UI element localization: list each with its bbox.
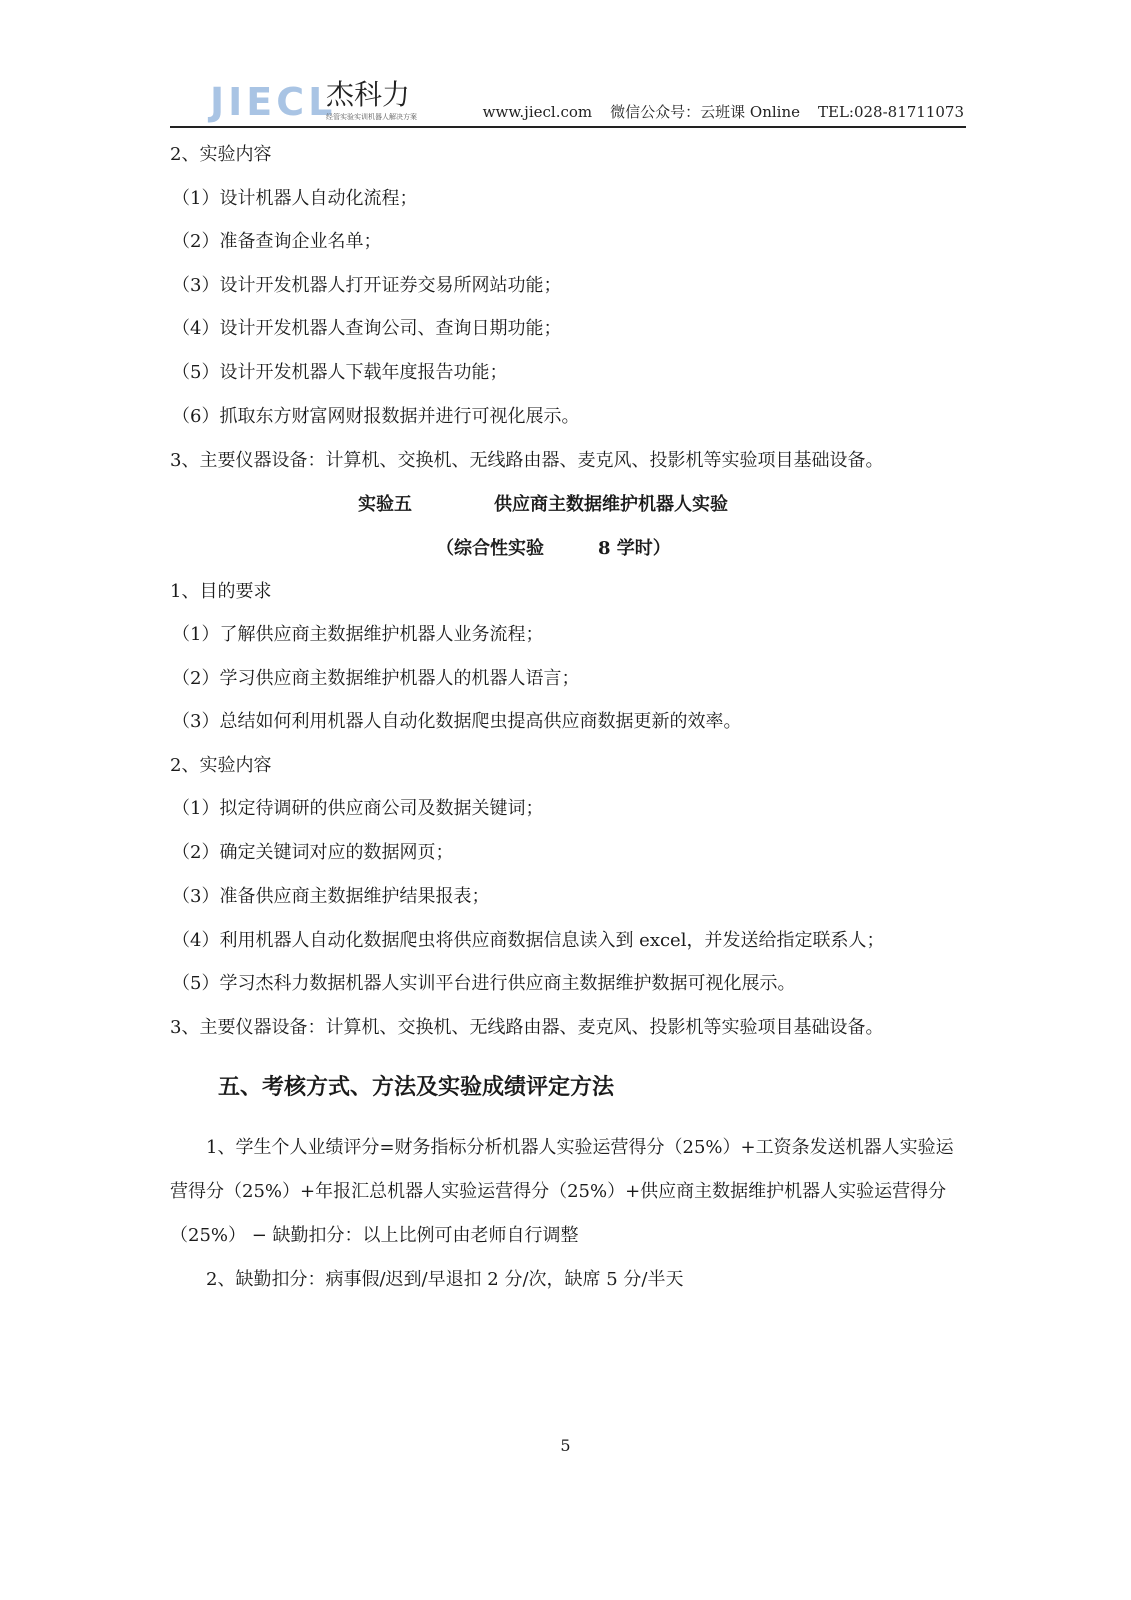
equipment-line: 3、主要仪器设备：计算机、交换机、无线路由器、麦克风、投影机等实验项目基础设备。	[170, 1017, 884, 1038]
list-item: （2）学习供应商主数据维护机器人的机器人语言；	[172, 668, 580, 689]
experiment-number: 实验五	[358, 494, 412, 515]
list-item: （5）设计开发机器人下载年度报告功能；	[172, 362, 508, 383]
list-item: （3）设计开发机器人打开证券交易所网站功能；	[172, 275, 562, 296]
list-item: （1）拟定待调研的供应商公司及数据关键词；	[172, 798, 544, 819]
list-item: （3）准备供应商主数据维护结果报表；	[172, 886, 490, 907]
list-item: （1）设计机器人自动化流程；	[172, 188, 418, 209]
list-item: （6）抓取东方财富网财报数据并进行可视化展示。	[172, 406, 580, 427]
content-heading: 2、实验内容	[170, 144, 272, 165]
list-item: （2）确定关键词对应的数据网页；	[172, 842, 454, 863]
logo-tagline: 经管实验实训机器人解决方案	[326, 113, 417, 121]
website-link[interactable]: www.jiecl.com	[482, 103, 593, 121]
experiment-type: （综合性实验	[436, 538, 544, 559]
header-contact	[465, 101, 964, 122]
list-item: （4）利用机器人自动化数据爬虫将供应商数据信息读入到 excel，并发送给指定联系人；	[172, 930, 885, 951]
list-item: （2）准备查询企业名单；	[172, 231, 382, 252]
list-item: （3）总结如何利用机器人自动化数据爬虫提高供应商数据更新的效率。	[172, 711, 742, 732]
scoring-paragraph: 1、学生个人业绩评分=财务指标分析机器人实验运营得分（25%）+工资条发送机器人实验运营得分（25%）+年报汇总机器人实验运营得分（25%）+供应商主数据维护机器人实验运营得分（25%） − 缺勤扣分：以上比例可由老师自行调整	[170, 1137, 954, 1246]
section-heading: 五、考核方式、方法及实验成绩评定方法	[218, 1075, 615, 1100]
list-item: （4）设计开发机器人查询公司、查询日期功能；	[172, 318, 562, 339]
absence-paragraph: 2、缺勤扣分：病事假/迟到/早退扣 2 分/次，缺席 5 分/半天	[206, 1269, 684, 1290]
wechat-text: 微信公众号：云班课 Online	[610, 103, 800, 121]
list-item: （1）了解供应商主数据维护机器人业务流程；	[172, 624, 544, 645]
content-heading: 2、实验内容	[170, 755, 272, 776]
page-number: 5	[560, 1436, 571, 1455]
experiment-hours: 8 学时）	[598, 538, 671, 559]
list-item: （5）学习杰科力数据机器人实训平台进行供应商主数据维护数据可视化展示。	[172, 973, 796, 994]
logo-chinese-text: 杰科力	[326, 78, 411, 111]
page-header	[170, 78, 966, 128]
equipment-line: 3、主要仪器设备：计算机、交换机、无线路由器、麦克风、投影机等实验项目基础设备。	[170, 450, 884, 471]
logo-latin-text: JIECL	[210, 80, 337, 124]
content-heading: 1、目的要求	[170, 581, 272, 602]
experiment-title: 供应商主数据维护机器人实验	[494, 494, 728, 515]
tel-text: TEL:028-81711073	[817, 103, 964, 121]
